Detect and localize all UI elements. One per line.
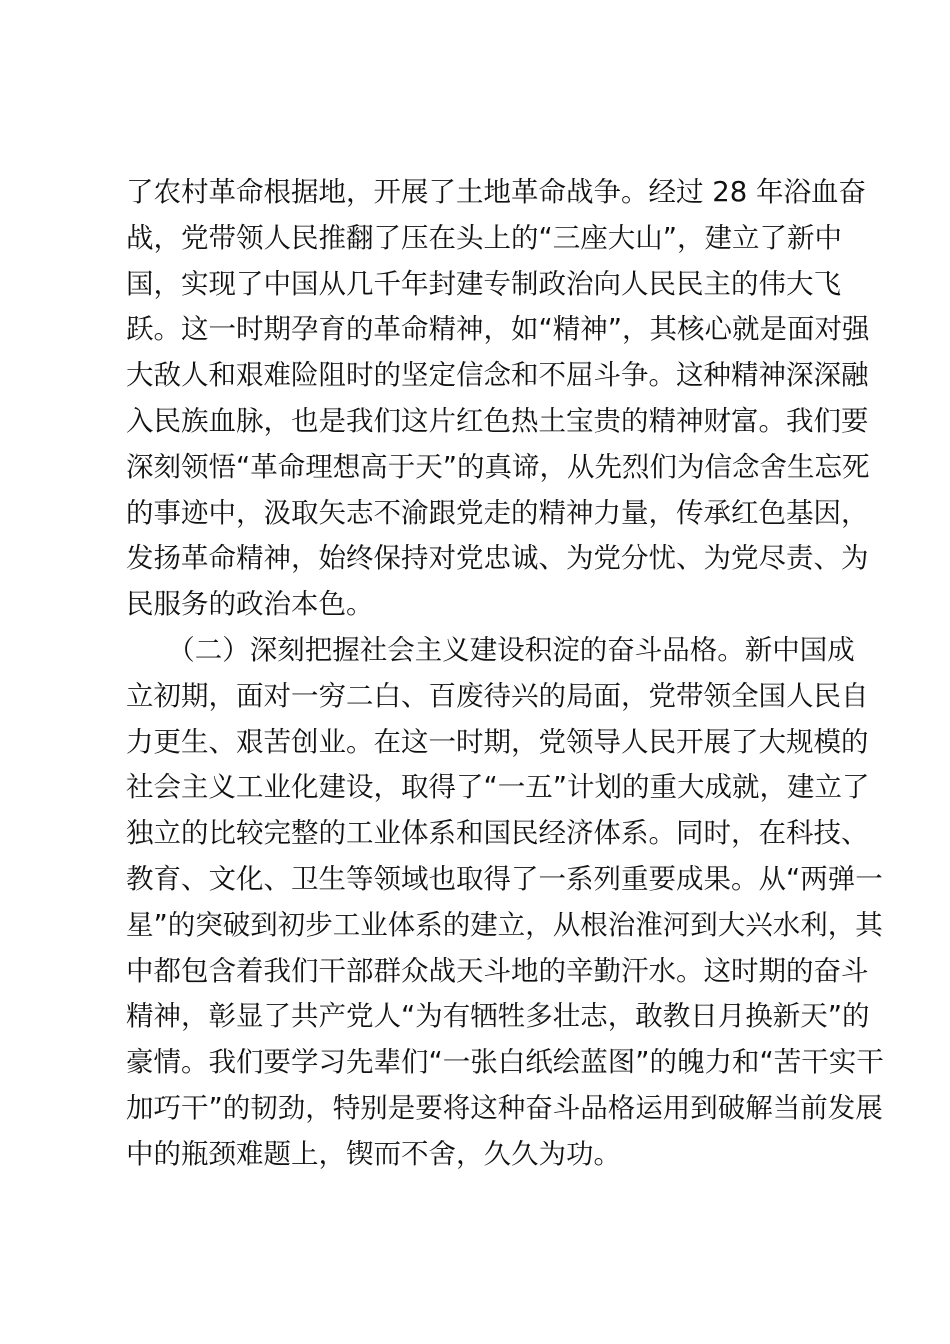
text-line: 深刻领悟“革命理想高于天”的真谛，从先烈们为信念舍生忘死 xyxy=(126,450,870,483)
text-line: 大敌人和艰难险阻时的坚定信念和不屈斗争。这种精神深深融 xyxy=(126,359,869,392)
section-heading-line: （二）深刻把握社会主义建设积淀的奋斗品格。新中国成 xyxy=(126,633,855,666)
text-line: 民服务的政治本色。 xyxy=(126,588,374,621)
body-text xyxy=(126,170,884,1178)
text-line: 中都包含着我们干部群众战天斗地的辛勤汗水。这时期的奋斗 xyxy=(126,954,869,987)
text-line: 教育、文化、卫生等领域也取得了一系列重要成果。从“两弹一 xyxy=(126,862,883,895)
text-line: 社会主义工业化建设，取得了“一五”计划的重大成就，建立了 xyxy=(126,771,870,804)
text-line: 星”的突破到初步工业体系的建立，从根治淮河到大兴水利，其 xyxy=(126,908,883,941)
text-line: 战，党带领人民推翻了压在头上的“三座大山”，建立了新中 xyxy=(126,221,842,254)
text-line: 中的瓶颈难题上，锲而不舍，久久为功。 xyxy=(126,1137,621,1170)
text-line: 跃。这一时期孕育的革命精神，如“精神”，其核心就是面对强 xyxy=(126,313,870,346)
text-line: 发扬革命精神，始终保持对党忠诚、为党分忧、为党尽责、为 xyxy=(126,542,869,575)
text-line: 加巧干”的韧劲，特别是要将这种奋斗品格运用到破解当前发展 xyxy=(126,1091,883,1124)
text-line: 了农村革命根据地，开展了土地革命战争。经过 28 年浴血奋 xyxy=(126,176,866,208)
text-line: 精神，彰显了共产党人“为有牺牲多壮志，敢教日月换新天”的 xyxy=(126,1000,870,1033)
text-line: 立初期，面对一穷二白、百废待兴的局面，党带领全国人民自 xyxy=(126,679,869,712)
text-line: 的事迹中，汲取矢志不渝跟党走的精神力量，传承红色基因， xyxy=(126,496,869,529)
text-line: 入民族血脉，也是我们这片红色热土宝贵的精神财富。我们要 xyxy=(126,404,869,437)
text-line: 独立的比较完整的工业体系和国民经济体系。同时，在科技、 xyxy=(126,817,869,850)
text-line: 力更生、艰苦创业。在这一时期，党领导人民开展了大规模的 xyxy=(126,725,869,758)
text-line: 豪情。我们要学习先辈们“一张白纸绘蓝图”的魄力和“苦干实干 xyxy=(126,1046,884,1079)
text-line: 国，实现了中国从几千年封建专制政治向人民民主的伟大飞 xyxy=(126,267,841,300)
